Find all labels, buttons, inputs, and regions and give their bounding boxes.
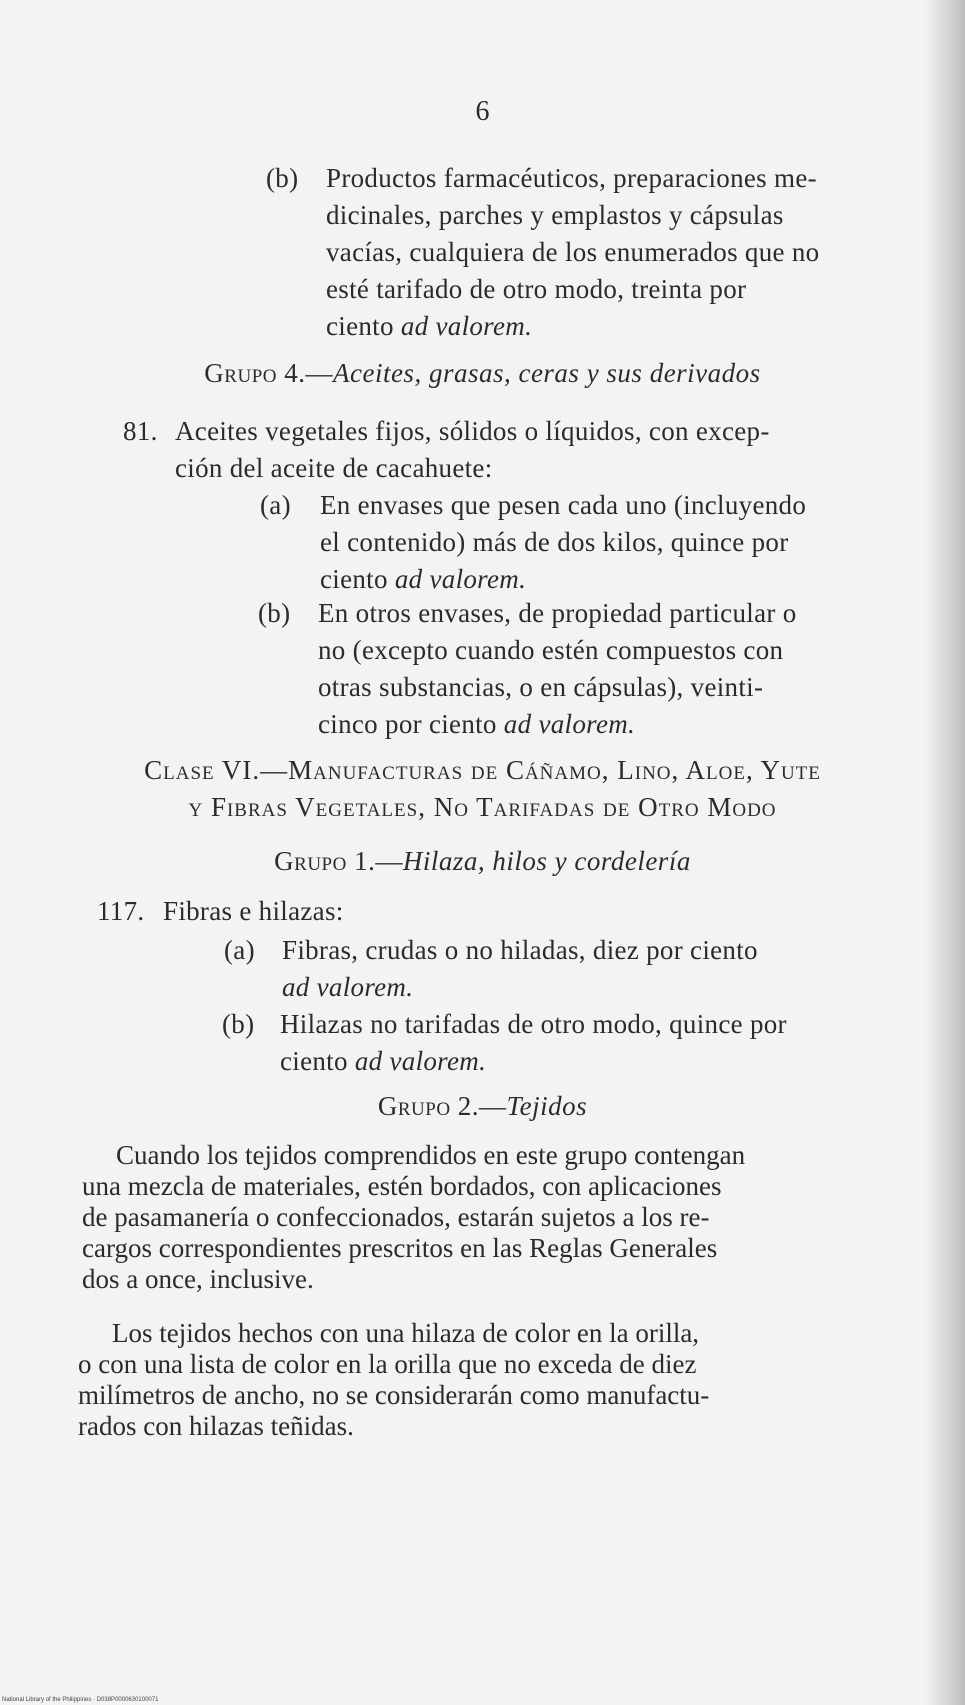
text-line: esté tarifado de otro modo, treinta por	[326, 274, 747, 304]
page-number: 6	[475, 96, 490, 127]
text-line: milímetros de ancho, no se considerarán como manufactu-	[78, 1380, 710, 1410]
text-fragment: cinco por ciento	[318, 709, 497, 739]
text-line: Fibras, crudas o no hiladas, diez por ciento	[282, 935, 758, 965]
heading-line: y Fibras Vegetales, No Tarifadas de Otro Modo	[188, 792, 777, 822]
heading-title: Hilaza, hilos y cordelería	[402, 846, 691, 876]
text-line: dicinales, parches y emplastos y cápsulas	[326, 200, 784, 230]
section-heading-clase-vi	[0, 752, 965, 826]
text-fragment: ciento	[326, 311, 394, 341]
item-117-sub-b	[222, 1006, 920, 1080]
heading-prefix: Grupo 2.—	[377, 1091, 507, 1121]
item-81	[123, 413, 925, 487]
italic-text: ad valorem.	[282, 972, 414, 1002]
heading-prefix: Grupo 1.—	[274, 846, 403, 876]
text-line: cargos correspondientes prescritos en las Reglas Generales	[82, 1233, 718, 1263]
section-heading-grupo-4	[0, 358, 965, 389]
text-line: vacías, cualquiera de los enumerados que no	[326, 237, 820, 267]
text-line: el contenido) más de dos kilos, quince por	[320, 527, 789, 557]
text-line: Hilazas no tarifadas de otro modo, quince por	[280, 1009, 787, 1039]
item-117-sub-a	[224, 932, 922, 1006]
text-line: Cuando los tejidos comprendidos en este grupo contengan	[116, 1140, 746, 1170]
paragraph-tejidos-orilla	[78, 1318, 920, 1442]
item-number: 81.	[123, 416, 158, 446]
text-fragment: ciento	[320, 564, 388, 594]
item-number: 117.	[97, 896, 145, 926]
italic-text: ad valorem.	[400, 311, 533, 341]
text-line: una mezcla de materiales, estén bordados, con aplicaciones	[82, 1171, 722, 1201]
item-label: (b)	[258, 598, 291, 628]
heading-prefix: Grupo 4.—	[204, 358, 333, 388]
heading-title: Aceites, grasas, ceras y sus derivados	[332, 358, 761, 388]
text-line: Productos farmacéuticos, preparaciones me-	[326, 163, 817, 193]
item-label: (a)	[224, 935, 255, 965]
italic-text: ad valorem.	[354, 1046, 487, 1076]
text-fragment: ciento	[280, 1046, 348, 1076]
text-line: Los tejidos hechos con una hilaza de color en la orilla,	[112, 1318, 700, 1348]
text-line	[320, 561, 920, 598]
italic-text: ad valorem.	[394, 564, 527, 594]
paragraph-tejidos-mezcla	[82, 1140, 920, 1295]
item-81-sub-b	[258, 595, 923, 743]
text-line: ción del aceite de cacahuete:	[175, 453, 493, 483]
item-label: (b)	[266, 163, 299, 193]
item-label: (a)	[260, 490, 291, 520]
text-line	[326, 308, 926, 345]
text-line: En envases que pesen cada uno (incluyendo	[320, 490, 807, 520]
text-line: rados con hilazas teñidas.	[78, 1411, 354, 1441]
text-line	[318, 706, 923, 743]
item-label: (b)	[222, 1009, 255, 1039]
item-81-sub-a	[260, 487, 920, 598]
text-line: no (excepto cuando estén compuestos con	[318, 635, 784, 665]
item-117	[97, 893, 863, 930]
section-heading-grupo-1	[0, 846, 965, 877]
text-line: Fibras e hilazas:	[163, 896, 344, 926]
scan-footer-note: National Library of the Philippines · D038P0000630100071	[2, 1697, 159, 1703]
heading-line: Clase VI.—Manufacturas de Cáñamo, Lino, Aloe, Yute	[144, 755, 821, 785]
text-line: Aceites vegetales fijos, sólidos o líquidos, con excep-	[175, 416, 770, 446]
heading-title: Tejidos	[506, 1091, 588, 1121]
text-line: dos a once, inclusive.	[82, 1264, 314, 1294]
item-b-pharmaceuticals	[266, 160, 926, 345]
text-line: o con una lista de color en la orilla que no exceda de diez	[78, 1349, 697, 1379]
text-line: En otros envases, de propiedad particular o	[318, 598, 797, 628]
text-line: otras substancias, o en cápsulas), veinti-	[318, 672, 764, 702]
text-line	[280, 1043, 920, 1080]
italic-text: ad valorem.	[503, 709, 636, 739]
text-line: de pasamanería o confeccionados, estarán sujetos a los re-	[82, 1202, 710, 1232]
section-heading-grupo-2	[0, 1091, 965, 1122]
text-line	[282, 969, 922, 1006]
